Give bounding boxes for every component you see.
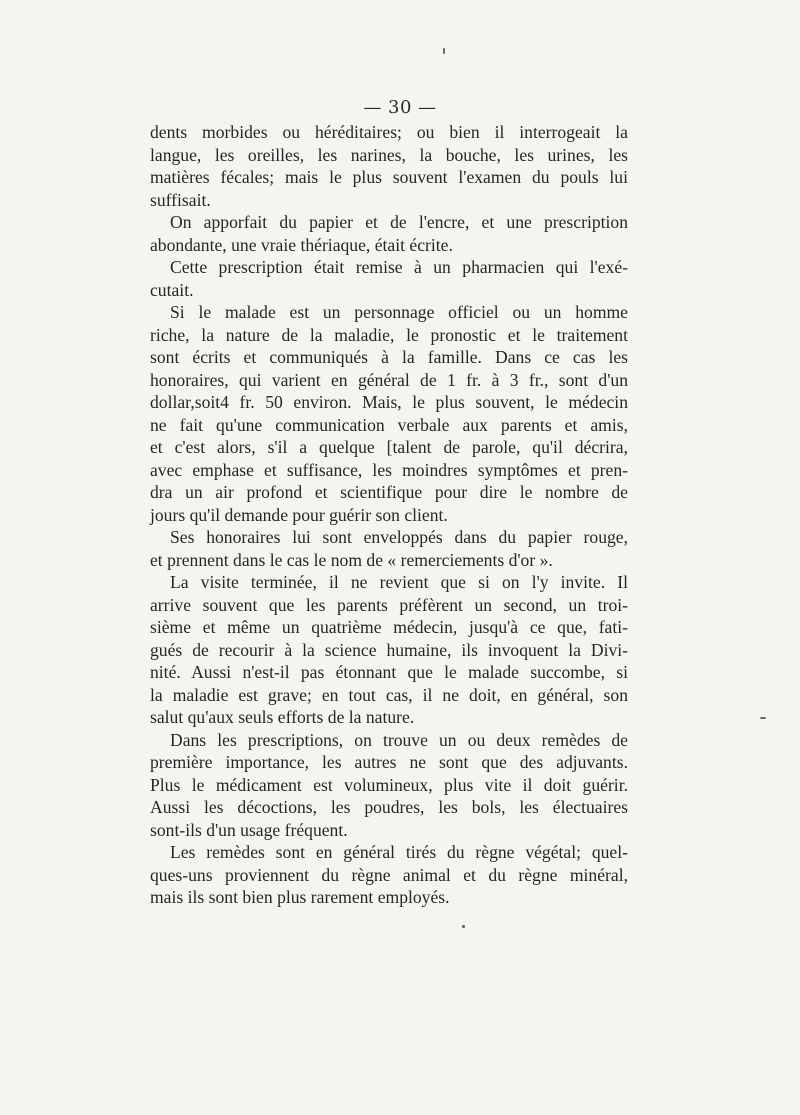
text-line: première importance, les autres ne sont que des adjuvants. bbox=[150, 752, 628, 772]
text-line: dollar,soit4 fr. 50 environ. Mais, le plus souvent, le médecin bbox=[150, 392, 628, 412]
text-line: salut qu'aux seuls efforts de la nature. bbox=[150, 707, 415, 727]
text-line: et prennent dans le cas le nom de « remerciements d'or ». bbox=[150, 549, 553, 570]
paragraph-first-line: Cette prescription était remise à un pharmacien qui l'exé- bbox=[170, 257, 628, 277]
text-line: langue, les oreilles, les narines, la bouche, les urines, les bbox=[150, 144, 628, 165]
text-line: dra un air profond et scientifique pour dire le nombre de bbox=[150, 482, 628, 502]
body-text bbox=[150, 121, 628, 909]
paper-speck bbox=[760, 717, 766, 719]
text-line: honoraires, qui varient en général de 1 fr. à 3 fr., sont d'un bbox=[150, 369, 628, 390]
paragraph-first-line: On apporfait du papier et de l'encre, et une prescription bbox=[170, 212, 628, 232]
text-line: jours qu'il demande pour guérir son client. bbox=[150, 504, 448, 525]
text-line: ne fait qu'une communication verbale aux parents et amis, bbox=[150, 414, 628, 435]
text-line: gués de recourir à la science humaine, ils invoquent la Divi- bbox=[150, 639, 628, 660]
paper-speck bbox=[462, 925, 465, 928]
text-line: Aussi les décoctions, les poudres, les bols, les électuaires bbox=[150, 797, 628, 817]
paragraph-first-line: Si le malade est un personnage officiel ou un homme bbox=[170, 302, 628, 322]
text-line: la maladie est grave; en tout cas, il ne doit, en général, son bbox=[150, 684, 628, 705]
text-line: nité. Aussi n'est-il pas étonnant que le malade succombe, si bbox=[150, 662, 628, 682]
paragraph-first-line: Dans les prescriptions, on trouve un ou deux remèdes de bbox=[170, 729, 628, 750]
text-line: abondante, une vraie thériaque, était écrite. bbox=[150, 234, 453, 255]
text-line: mais ils sont bien plus rarement employés. bbox=[150, 887, 450, 907]
text-line: suffisait. bbox=[150, 189, 211, 210]
text-line: ques-uns proviennent du règne animal et du règne minéral, bbox=[150, 864, 628, 885]
text-line: matières fécales; mais le plus souvent l'examen du pouls lui bbox=[150, 167, 628, 187]
paragraph-first-line: La visite terminée, il ne revient que si on l'y invite. Il bbox=[170, 572, 628, 592]
text-line: arrive souvent que les parents préfèrent un second, un troi- bbox=[150, 594, 628, 615]
text-line: dents morbides ou héréditaires; ou bien il interrogeait la bbox=[150, 122, 628, 142]
paragraph-first-line: Ses honoraires lui sont enveloppés dans du papier rouge, bbox=[170, 527, 628, 547]
text-line: sont-ils d'un usage fréquent. bbox=[150, 819, 348, 840]
text-line: sont écrits et communiqués à la famille. Dans ce cas les bbox=[150, 347, 628, 367]
text-line: et c'est alors, s'il a quelque [talent de parole, qu'il décrira, bbox=[150, 437, 628, 457]
text-line: riche, la nature de la maladie, le pronostic et le traitement bbox=[150, 324, 628, 345]
text-line: Plus le médicament est volumineux, plus vite il doit guérir. bbox=[150, 774, 628, 795]
text-line: sième et même un quatrième médecin, jusqu'à ce que, fati- bbox=[150, 617, 628, 637]
text-line: cutait. bbox=[150, 279, 194, 300]
paragraph-first-line: Les remèdes sont en général tirés du règne végétal; quel- bbox=[170, 842, 628, 862]
page-number: — 30 — bbox=[363, 97, 437, 118]
paper-speck bbox=[443, 48, 445, 54]
text-line: avec emphase et suffisance, les moindres symptômes et pren- bbox=[150, 459, 628, 480]
